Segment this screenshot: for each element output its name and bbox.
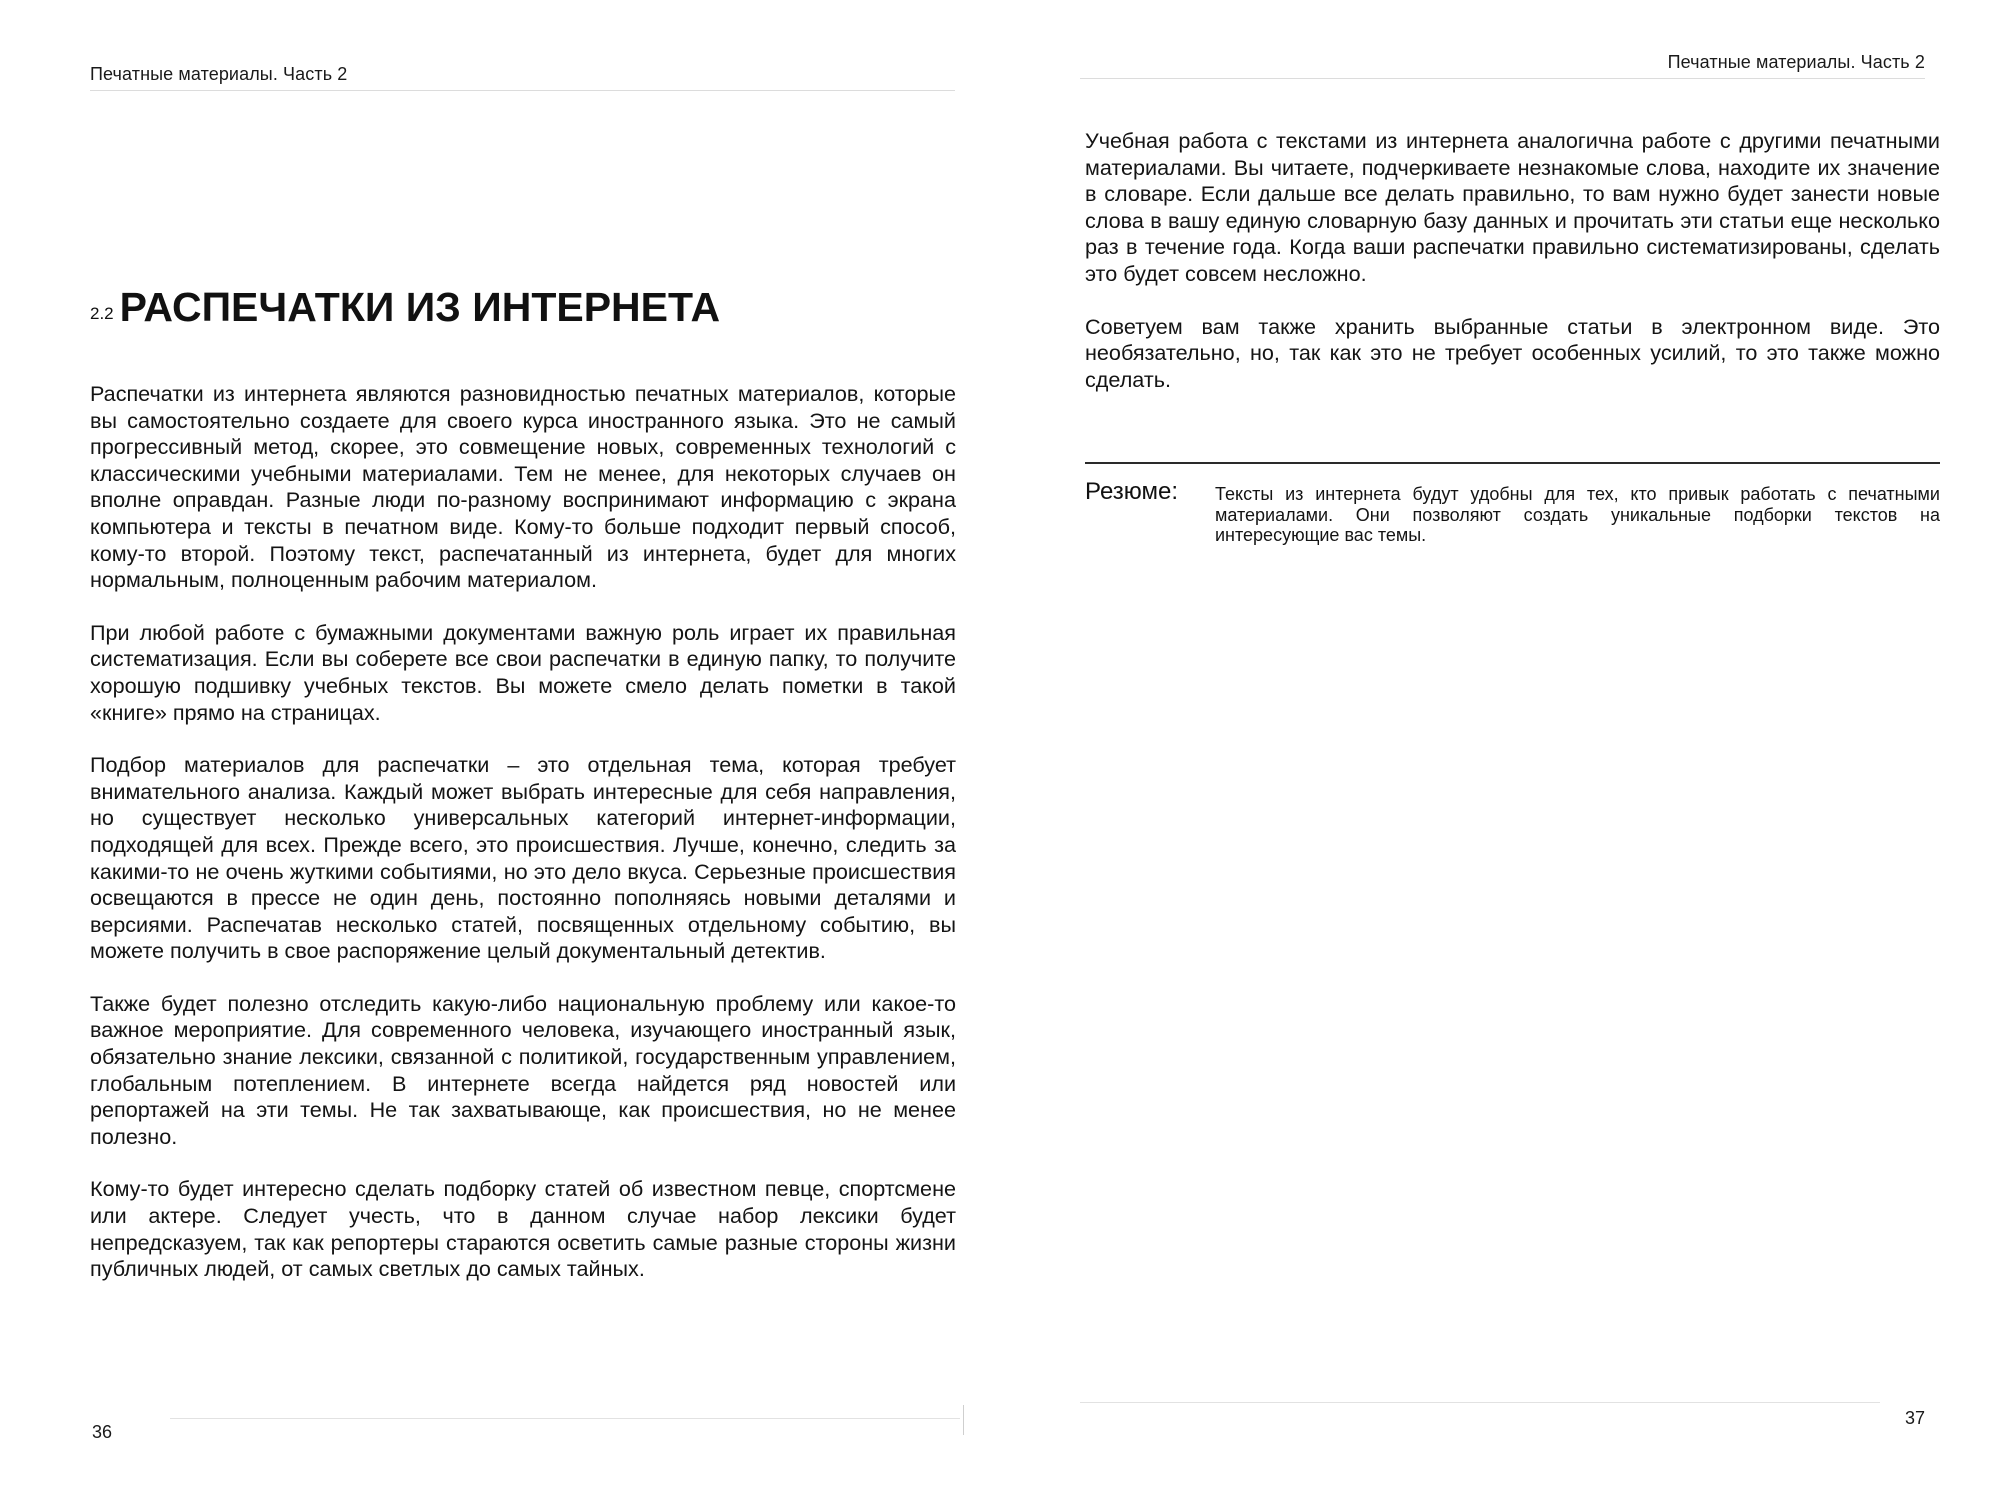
section-heading: [90, 282, 720, 339]
section-title: РАСПЕЧАТКИ ИЗ ИНТЕРНЕТА: [119, 284, 721, 330]
paragraph: При любой работе с бумажными документами важную роль играет их правильная систематизация. Если вы соберете все свои распечатки в единую папку, то получите хорошую подшивку учебных текстов. Вы можете смело делать пометки в такой «книге» прямо на страницах.: [90, 619, 956, 725]
right-body-text: [1085, 128, 1940, 419]
left-body-text: [90, 381, 956, 1309]
section-number: 2.2: [90, 304, 114, 323]
summary-box: [1085, 478, 1940, 546]
footer-rule-left: [170, 1418, 960, 1419]
page-number-right: 37: [1904, 1408, 1925, 1428]
header-rule-right: [1080, 78, 1925, 79]
paragraph: Советуем вам также хранить выбранные статьи в электронном виде. Это необязательно, но, так как это не требует особенных усилий, то это также можно сделать.: [1085, 313, 1940, 392]
page-number-left: 36: [92, 1422, 113, 1442]
page-gutter: [963, 1405, 964, 1435]
header-rule-left: [90, 90, 955, 91]
paragraph: Также будет полезно отследить какую-либо национальную проблему или какое-то важное мероприятие. Для современного человека, изучающего иностранный язык, обязательно знание лексики, связанной с политикой, государственным управлением, глобальным потеплением. В интернете всегда найдется ряд новостей или репортажей на эти темы. Не так захватывающе, как происшествия, но не менее полезно.: [90, 990, 956, 1149]
right-page: [1000, 0, 2000, 1492]
paragraph: Учебная работа с текстами из интернета аналогична работе с другими печатными материалами. Вы читаете, подчеркиваете незнакомые слова, находите их значение в словаре. Если дальше все делать правильно, то вам нужно будет занести новые слова в вашу единую словарную базу данных и прочитать эти статьи еще несколько раз в течение года. Когда ваши распечатки правильно систематизированы, сделать это будет совсем несложно.: [1085, 128, 1940, 286]
footer-rule-right: [1080, 1402, 1880, 1403]
paragraph: Подбор материалов для распечатки – это отдельная тема, которая требует внимательного анализа. Каждый может выбрать интересные для себя направления, но существует несколько универсальных категорий интернет-информации, подходящей для всех. Прежде всего, это происшествия. Лучше, конечно, следить за какими-то не очень жуткими событиями, но это дело вкуса. Серьезные происшествия освещаются в прессе не один день, постоянно пополняясь новыми деталями и версиями. Распечатав несколько статей, посвященных отдельному событию, вы можете получить в свое распоряжение целый документальный детектив.: [90, 752, 956, 964]
paragraph: Распечатки из интернета являются разновидностью печатных материалов, которые вы самостоятельно создаете для своего курса иностранного языка. Это не самый прогрессивный метод, скорее, это совмещение новых, современных технологий с классическими учебными материалами. Тем не менее, для некоторых случаев он вполне оправдан. Разные люди по-разному воспринимают информацию с экрана компьютера и тексты в печатном виде. Кому-то больше подходит первый способ, кому-то второй. Поэтому текст, распечатанный из интернета, будет для многих нормальным, полноценным рабочим материалом.: [90, 381, 956, 593]
running-head-right: Печатные материалы. Часть 2: [1667, 52, 1925, 72]
summary-divider: [1085, 462, 1940, 464]
summary-label: Резюме:: [1085, 478, 1179, 505]
paragraph: Кому-то будет интересно сделать подборку статей об известном певце, спортсмене или актере. Следует учесть, что в данном случае набор лексики будет непредсказуем, так как репортеры стараются осветить самые разные стороны жизни публичных людей, от самых светлых до самых тайных.: [90, 1176, 956, 1282]
running-head-left: Печатные материалы. Часть 2: [90, 64, 348, 84]
summary-text: Тексты из интернета будут удобны для тех, кто привык работать с печатными материалами. Они позволяют создать уникальные подборки текстов на интересующие вас темы.: [1215, 484, 1940, 545]
